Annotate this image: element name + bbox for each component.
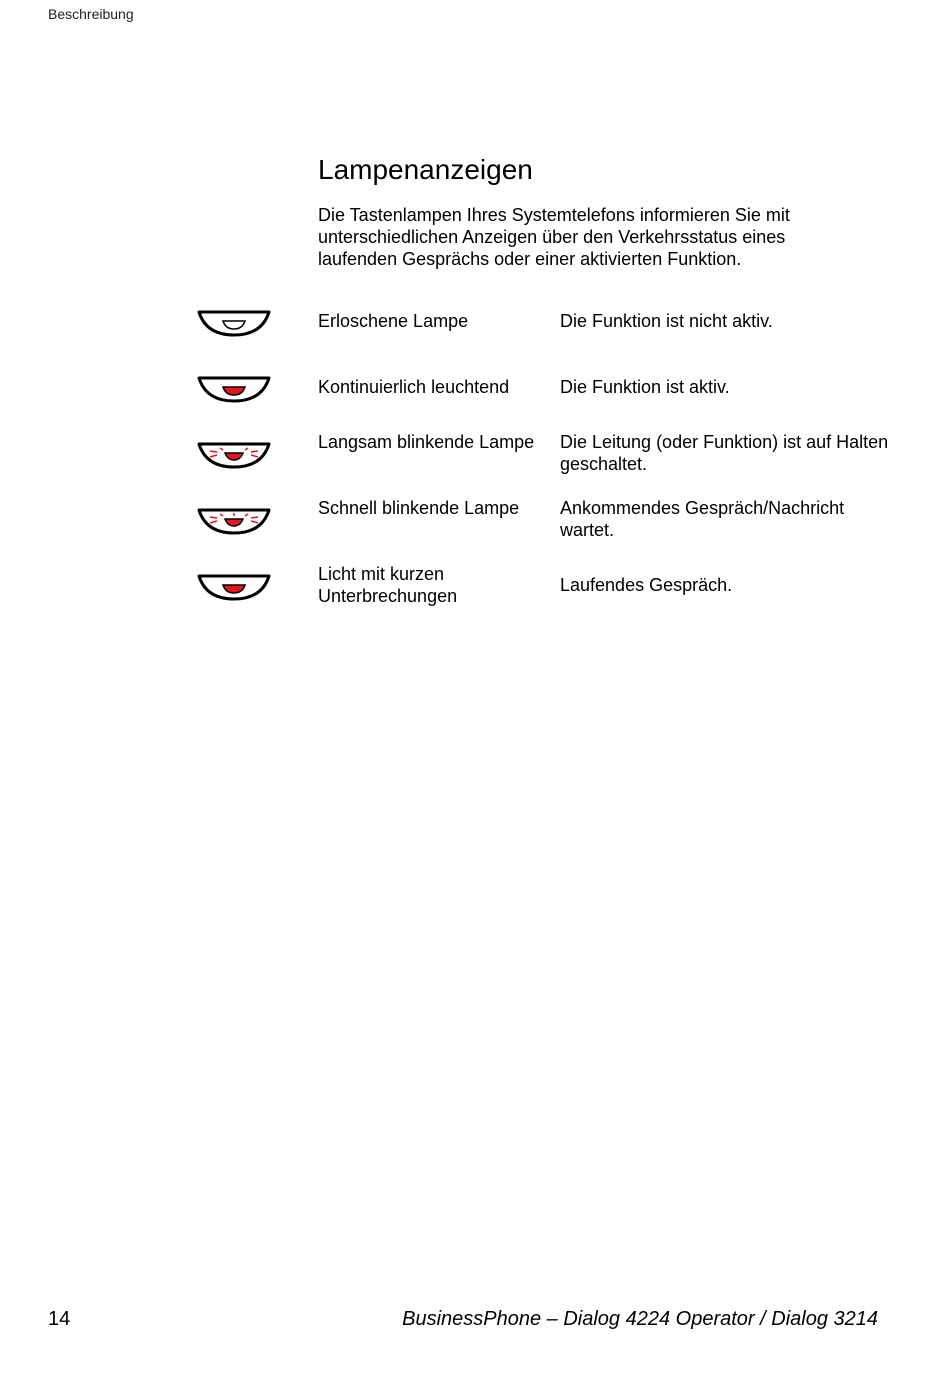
running-header: Beschreibung bbox=[48, 6, 134, 22]
lamp-steady-icon bbox=[196, 372, 272, 404]
lamp-label: Kontinuierlich leuchtend bbox=[318, 377, 510, 397]
lamp-slow-flash-icon bbox=[196, 438, 272, 470]
lamp-label: Licht mit kurzen Unterbrechungen bbox=[318, 564, 458, 606]
intro-paragraph: Die Tastenlampen Ihres Systemtelefons informieren Sie mit unterschiedlichen Anzeigen über den Verkehrsstatus eines laufenden Gesprächs oder einer aktivierten Funktion. bbox=[318, 205, 790, 269]
lamp-description: Die Funktion ist aktiv. bbox=[560, 377, 730, 397]
lamp-description: Die Funktion ist nicht aktiv. bbox=[560, 311, 773, 331]
lamp-off-icon bbox=[196, 306, 272, 338]
lamp-label: Erloschene Lampe bbox=[318, 311, 469, 331]
lamp-label: Schnell blinkende Lampe bbox=[318, 498, 520, 518]
lamp-interrupted-icon bbox=[196, 570, 272, 602]
page-title: Lampenanzeigen bbox=[318, 154, 533, 185]
page-number: 14 bbox=[48, 1308, 71, 1330]
lamp-description: Ankommendes Gespräch/Nachricht wartet. bbox=[560, 498, 845, 540]
lamp-description: Laufendes Gespräch. bbox=[560, 575, 733, 595]
lamp-fast-flash-icon bbox=[196, 504, 272, 536]
lamp-label: Langsam blinkende Lampe bbox=[318, 432, 535, 452]
document-title: BusinessPhone – Dialog 4224 Operator / Dialog 3214 bbox=[402, 1308, 878, 1330]
lamp-description: Die Leitung (oder Funktion) ist auf Halten geschaltet. bbox=[560, 432, 889, 474]
